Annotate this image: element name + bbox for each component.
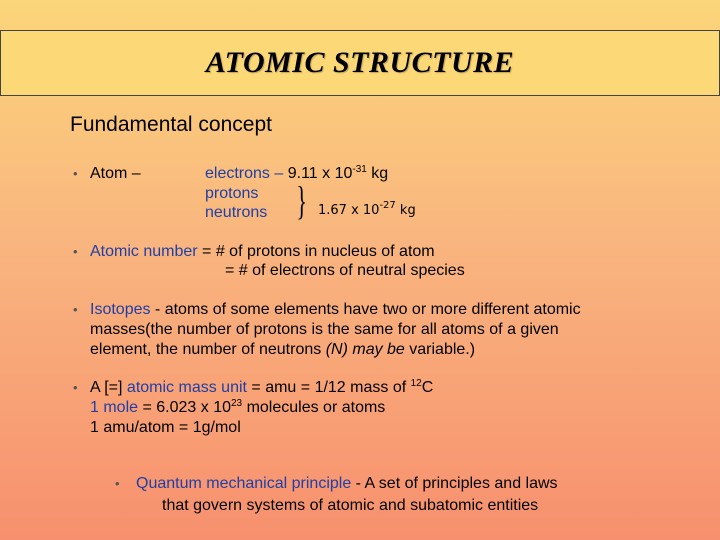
bullet: • [73, 244, 78, 259]
bullet: • [73, 166, 78, 181]
atom-label: Atom – [90, 165, 141, 182]
quantum-line2: that govern systems of atomic and subatomic entities [162, 497, 539, 514]
atomic-number-line2: = # of electrons of neutral species [225, 262, 465, 279]
isotopes-line3: element, the number of neutrons (N) may be variable.) [90, 341, 476, 358]
isotopes-line1: Isotopes - atoms of some elements have two or more different atomic [90, 301, 581, 318]
neutrons-label: neutrons [205, 204, 268, 221]
title-bar [0, 30, 720, 96]
amu-line2: 1 mole = 6.023 x $10^{23}$ molecules or atoms [90, 398, 386, 416]
electrons-label: electrons – [205, 165, 284, 182]
electron-mass: 9.11 x $10^{-31}$ kg [287, 164, 389, 182]
atomic-number-line1: Atomic number = # of protons in nucleus of atom [90, 243, 435, 260]
quantum-line1: Quantum mechanical principle - A set of principles and laws [136, 475, 558, 492]
isotopes-line2: masses(the number of protons is the same for all atoms of a given [90, 321, 559, 338]
subtitle: Fundamental concept [70, 113, 272, 136]
amu-line1: A [=] atomic mass unit = amu = 1/12 mass of $^{12}$C [90, 378, 434, 396]
bullet: • [115, 476, 120, 491]
amu-line3: 1 amu/atom = 1g/mol [90, 419, 241, 436]
bullet: • [73, 302, 78, 317]
slide-title: ATOMIC STRUCTURE [205, 46, 515, 79]
protons-label: protons [205, 185, 259, 202]
brace: } [296, 178, 307, 223]
bullet: • [73, 380, 78, 395]
nucleon-mass: 1.67 x $10^{-27}$ kg [318, 200, 416, 218]
